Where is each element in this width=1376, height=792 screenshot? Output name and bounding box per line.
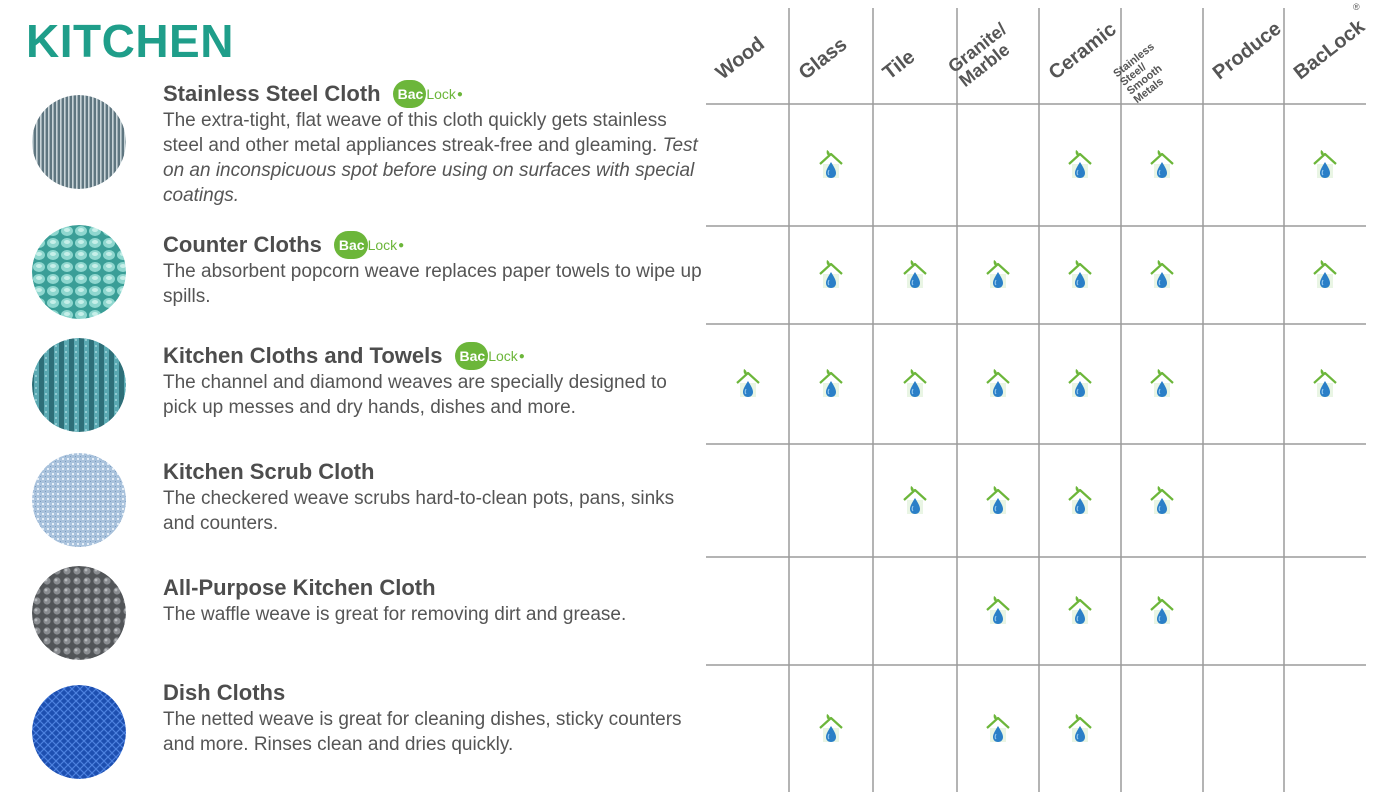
compatible-surface-icon xyxy=(734,367,762,401)
compatible-surface-icon xyxy=(901,258,929,292)
column-header: BacLock xyxy=(1289,15,1370,85)
column-header: Granite/ Marble xyxy=(944,18,1014,91)
product-name: Kitchen Cloths and Towels xyxy=(163,343,443,368)
product-name: Dish Cloths xyxy=(163,680,286,705)
compatible-surface-icon xyxy=(984,484,1012,518)
page-title: KITCHEN xyxy=(26,15,234,67)
cloth-swatch-image xyxy=(32,338,126,432)
baclock-badge xyxy=(455,342,525,370)
product-description xyxy=(163,602,703,627)
compatible-surface-icon xyxy=(901,484,929,518)
baclock-dot-icon: ● xyxy=(456,88,463,100)
compatible-surface-icon xyxy=(1148,148,1176,182)
compatible-surface-icon xyxy=(817,367,845,401)
compatible-surface-icon xyxy=(984,594,1012,628)
product-description xyxy=(163,707,703,757)
baclock-dot-icon: ● xyxy=(398,239,405,251)
baclock-badge xyxy=(334,231,404,259)
compatible-surface-icon xyxy=(984,367,1012,401)
product-description xyxy=(163,370,703,420)
compatible-surface-icon xyxy=(1148,484,1176,518)
column-header: Glass xyxy=(794,33,852,85)
product-description-text: The netted weave is great for cleaning dishes, sticky counters and more. Rinses clean and dries quickly. xyxy=(163,709,682,755)
compatible-surface-icon xyxy=(817,712,845,746)
product-entry xyxy=(163,458,703,536)
compatible-surface-icon xyxy=(1066,484,1094,518)
product-description-text: The checkered weave scrubs hard-to-clean pots, pans, sinks and counters. xyxy=(163,488,675,534)
cloth-swatch-image xyxy=(32,225,126,319)
product-entry xyxy=(163,679,703,757)
product-description-text: The extra-tight, flat weave of this cloth quickly gets stainless steel and other metal appliances streak-free and gleaming. xyxy=(163,110,667,156)
product-description xyxy=(163,486,703,536)
baclock-badge-prefix: Bac xyxy=(393,80,427,108)
product-description-text: The waffle weave is great for removing dirt and grease. xyxy=(163,604,627,625)
product-entry xyxy=(163,574,703,627)
compatible-surface-icon xyxy=(1311,258,1339,292)
compatible-surface-icon xyxy=(984,258,1012,292)
product-entry xyxy=(163,231,703,309)
compatible-surface-icon xyxy=(1066,712,1094,746)
compatible-surface-icon xyxy=(817,258,845,292)
compatible-surface-icon xyxy=(901,367,929,401)
compatible-surface-icon xyxy=(1066,367,1094,401)
cloth-swatch-image xyxy=(32,566,126,660)
baclock-badge xyxy=(393,80,463,108)
product-name: Counter Cloths xyxy=(163,232,322,257)
baclock-dot-icon: ● xyxy=(518,350,525,362)
compatible-surface-icon xyxy=(1311,367,1339,401)
product-description-text: The channel and diamond weaves are specially designed to pick up messes and dry hands, dishes and more. xyxy=(163,372,667,418)
product-name: All-Purpose Kitchen Cloth xyxy=(163,575,436,600)
baclock-badge-prefix: Bac xyxy=(334,231,368,259)
column-header: Stainless Steel/ Smooth Metals xyxy=(1111,40,1166,106)
compatible-surface-icon xyxy=(1311,148,1339,182)
compatible-surface-icon xyxy=(1148,258,1176,292)
product-note: Test on an inconspicuous spot before using on surfaces with special coatings. xyxy=(163,135,698,206)
product-name: Kitchen Scrub Cloth xyxy=(163,459,375,484)
compatible-surface-icon xyxy=(817,148,845,182)
registered-mark: ® xyxy=(1353,2,1360,12)
product-description xyxy=(163,259,703,309)
cloth-swatch-image xyxy=(32,453,126,547)
column-header: Wood xyxy=(711,32,769,85)
column-header: Produce xyxy=(1208,17,1286,85)
baclock-badge-prefix: Bac xyxy=(455,342,489,370)
baclock-badge-suffix: Lock xyxy=(488,348,518,364)
compatible-surface-icon xyxy=(1148,367,1176,401)
cloth-swatch-image xyxy=(32,95,126,189)
product-description xyxy=(163,108,703,208)
compatible-surface-icon xyxy=(1066,258,1094,292)
product-entry xyxy=(163,342,703,420)
compatible-surface-icon xyxy=(1066,148,1094,182)
baclock-badge-suffix: Lock xyxy=(367,237,398,253)
product-entry xyxy=(163,80,703,208)
product-name: Stainless Steel Cloth xyxy=(163,81,381,106)
compatible-surface-icon xyxy=(1148,594,1176,628)
compatible-surface-icon xyxy=(1066,594,1094,628)
column-header: Tile xyxy=(878,45,920,85)
column-header: Ceramic xyxy=(1044,18,1121,85)
baclock-badge-suffix: Lock xyxy=(426,86,456,102)
compatible-surface-icon xyxy=(984,712,1012,746)
product-description-text: The absorbent popcorn weave replaces paper towels to wipe up spills. xyxy=(163,261,702,307)
cloth-swatch-image xyxy=(32,685,126,779)
